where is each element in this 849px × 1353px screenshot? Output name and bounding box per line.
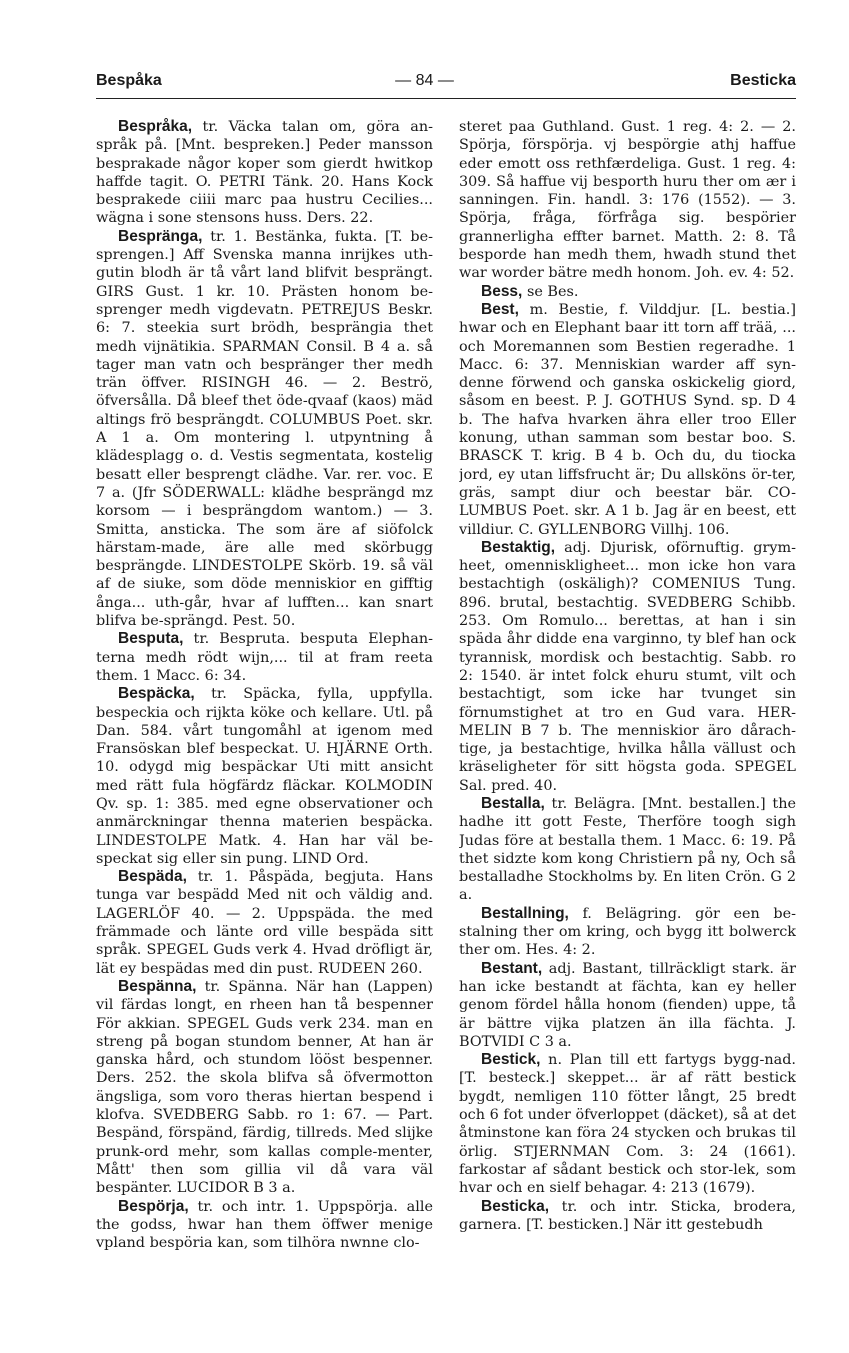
headword: Bestaktig,	[481, 538, 556, 556]
entry	[459, 283, 796, 301]
entry-text: adj. Bastant, tillräckligt stark. är han icke bestandt at fächta, kan ey heller genom fördel hålla honom (fienden) uppe, tå är bättre vijka platzen än illa fächta. J. BOTVIDI C 3 a.	[459, 960, 796, 1050]
entry-text: adj. Djurisk, oförnuftig. grym-heet, omenniskligheet... mon icke hon vara bestachtigh (oskäligh)? COMENIUS Tung. 896. brutal, bestachtig. SVEDBERG Schibb. 253. Om Romulo... berettas, at han i sin späda åhr didde ena varginno, ty blef han ock tyrannisk, mordisk och bestachtig. Sabb. ro 2: 1540. är intet folck ehuru stumt, vilt och bestachtigt, som icke har tvunget sin förnumstighet at tro en Gud vara. HER-MELIN B 7 b. The menniskior äro dårach-tige, ja bestachtige, hvilka hålla vällust och kräseligheter för sitt högsta goda. SPEGEL Sal. pred. 40.	[459, 539, 796, 794]
headword: Bespäda,	[118, 868, 187, 886]
entry-text: tr. Belägra. [Mnt. bestallen.] the hadhe itt gott Feste, Therföre toogh sigh Judas före at bestalla them. 1 Macc. 6: 19. På thet sidzte kom kong Christiern på ny, Och så bestalladhe Stockholms by. En liten Crön. G 2 a.	[459, 795, 796, 904]
entry	[96, 118, 433, 228]
entry-text: tr. Späcka, fylla, uppfylla. bespeckia och rijkta köke och kellare. Utl. på Dan. 584. vårt tungomåhl at igenom med Fransöskan blef bespeckat. U. HJÄRNE Orth. 10. odygd mig bespäckar Uti mitt ansicht med rätt fula högfärdz fläckar. KOLMODIN Qv. sp. 1: 385. med egne observationer och anmärckningar thenna materien bespäcka. LINDESTOLPE Matk. 4. Han har väl be-speckat sig eller sin pung. LIND Ord.	[96, 686, 433, 867]
headword: Bespäcka,	[118, 685, 195, 703]
entry-text: tr. Spänna. När han (Lappen) vil färdas longt, en rheen han tå bespenner För akkian. SPEGEL Guds verk 234. man en streng på bogan stundom benner, At han är ganska hård, och stundom lööst bespenner. Ders. 252. the skola blifva så öfvermotton ängsliga, som voro theras hiertan bespend i klofva. SVEDBERG Sabb. ro 1: 67. — Part. Bespänd, förspänd, färdig, tillreds. Med slijke prunk-ord mehr, som kallas comple-menter, Mått' then som gillia vil då vara väl bespänter. LUCIDOR B 3 a.	[96, 978, 433, 1197]
entry	[96, 630, 433, 685]
header-right-word: Besticka	[730, 72, 796, 89]
entry	[459, 960, 796, 1051]
entry	[96, 228, 433, 631]
headword: Bestick,	[481, 1051, 541, 1069]
entry	[459, 1051, 796, 1197]
entry-text: se Bes.	[522, 283, 579, 300]
page-number: — 84 —	[395, 72, 454, 89]
entry	[459, 539, 796, 795]
headword: Besputa,	[118, 630, 184, 648]
entry-text: steret paa Guthland. Gust. 1 reg. 4: 2. — 2. Spörja, förspörja. vj bespörgie athj haffue eder emott oss rethfærdeliga. Gust. 1 reg. 4: 309. Så haffue vij besporth huru ther om ær i sanningen. Fin. handl. 3: 176 (1552). — 3. Spörja, fråga, förfråga sig. bespörier grannerligha effter barnet. Matth. 2: 8. Tå besporde han medh them, hwadh stund thet war worder bätre medh honom. Joh. ev. 4: 52.	[459, 119, 796, 282]
header-rule	[96, 98, 796, 99]
entry	[96, 685, 433, 868]
right-column	[459, 118, 796, 1318]
headword: Besticka,	[481, 1197, 550, 1215]
headword: Bess,	[481, 282, 523, 300]
page-header	[0, 72, 849, 96]
entry-text: n. Plan till ett fartygs bygg-nad. [T. besteck.] skeppet... är af rätt bestick bygdt, nemligen 110 fötter långt, 25 bredt och 6 fot under öfverloppet (däcket), så at det åtminstone kan föra 24 stycken och brukas til örlig. STJERNMAN Com. 3: 24 (1661). farkostar af sådant bestick och stor-lek, som hvar och en sielf behagar. 4: 213 (1679).	[459, 1052, 796, 1197]
entry-text: tr. Väcka talan om, göra an-språk på. [Mnt. bespreken.] Peder mansson besprakade någor koper som gierdt hwitkop haffde tagit. O. PETRI Tänk. 20. Hans Kock besprakede ciiii marc paa hustru Cecilies... wägna i sone stensons huss. Ders. 22.	[96, 119, 433, 227]
header-left-word: Bespåka	[96, 72, 162, 89]
entry-text: tr. 1. Påspäda, begjuta. Hans tunga var bespädd Med nit och väldig and. LAGERLÖF 40. — 2. Uppspäda. the med främmade och länte ord ville bespäda sitt språk. SPEGEL Guds verk 4. Hvad dröfligt är, lät ey bespädas med din pust. RUDEEN 260.	[96, 869, 433, 977]
entry	[459, 1198, 796, 1235]
entry	[96, 868, 433, 978]
headword: Bespränga,	[118, 227, 203, 245]
entry	[459, 905, 796, 960]
entry	[96, 978, 433, 1198]
entry	[459, 301, 796, 539]
headword: Bestallning,	[481, 904, 569, 922]
headword: Bespråka,	[118, 118, 193, 135]
entry-text: f. Belägring. gör een be-stalning ther om kring, och bygg itt bolwerck ther om. Hes. 4: 2.	[459, 905, 796, 959]
entry-text: tr. och intr. 1. Uppspörja. alle the godss, hwar han them öffwer menige vpland bespöria kan, som tilhöra nwnne clo-	[96, 1198, 433, 1252]
entry-text: tr. 1. Bestänka, fukta. [T. be-sprengen.] Aff Svenska manna inrijkes uth-gutin blodh är tå vårt land blifvit besprängt. GIRS Gust. 1 kr. 10. Prästen honom be-sprenger medh vigdevatn. PETREJUS Beskr. 6: 7. steekia surt brödh, besprängia thet medh vijnätikia. SPARMAN Consil. B 4 a. så tager man vatn och bespränger ther medh trän öffver. RISINGH 46. — 2. Beströ, öfversålla. Då bleef thet öde-qvaaf (kaos) mäd altings frö besprängdt. COLUMBUS Poet. skr. A 1 a. Om montering l. utpyntning å klädesplagg o. d. Vestis segmentata, kostelig besatt eller besprengt clädhe. Var. rer. voc. E 7 a. (Jfr SÖDERWALL: klädhe besprängd mz korsom — i besprängdom wantom.) — 3. Smitta, ansticka. The som äre af siöfolck härstam-made, äre alle med skörbugg besprängde. LINDESTOLPE Skörb. 19. så väl af de siuke, som döde menniskior en gifftig ånga... uth-går, hvar af lufften... kan snart blifva be-sprängd. Pest. 50.	[96, 228, 433, 630]
left-column	[96, 118, 433, 1318]
entry	[96, 1198, 433, 1253]
entry-text: m. Bestie, f. Vilddjur. [L. bestia.] hwar och en Elephant baar itt torn aff trää, ... och Moremannen som Bestien regeradhe. 1 Macc. 6: 37. Menniskian warder aff syn-denne förwend och ganska oskickelig giord, såsom en beest. P. J. GOTHUS Synd. sp. D 4 b. The hafva hvarken ähra eller troo Eller konung, uthan samman som bestar boo. S. BRASCK T. krig. B 4 b. Och du, du tiocka jord, ey utan liffsfrucht är; Du allsköns ör-ter, gräs, sampt diur och beestar bär. CO-LUMBUS Poet. skr. A 1 b. Jag är en beest, ett villdiur. C. GYLLENBORG Villhj. 106.	[459, 301, 796, 538]
headword: Bestalla,	[481, 794, 545, 812]
headword: Bespörja,	[118, 1197, 189, 1215]
headword: Bespänna,	[118, 977, 197, 995]
entry-continuation	[459, 118, 796, 283]
headword: Best,	[481, 300, 519, 318]
headword: Bestant,	[481, 959, 543, 977]
entry-text: tr. Bespruta. besputa Elephan-terna medh rödt wijn,... til at fram reeta them. 1 Macc. 6: 34.	[96, 631, 433, 684]
entry-text: tr. och intr. Sticka, brodera, garnera. [T. besticken.] När itt gestebudh	[459, 1198, 796, 1233]
entry	[459, 795, 796, 905]
